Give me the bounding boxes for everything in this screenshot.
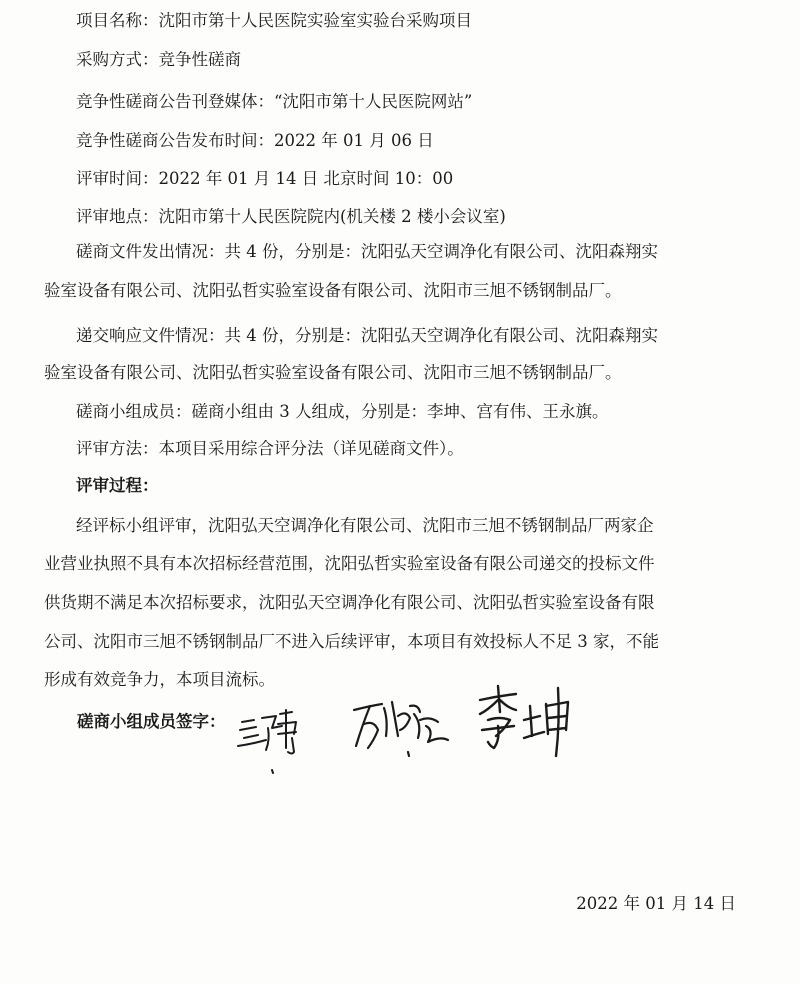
process-line-5: 形成有效竞争力，本项目流标。 [44, 670, 275, 689]
process-line-1: 经评标小组评审，沈阳弘天空调净化有限公司、沈阳市三旭不锈钢制品厂两家企 [76, 516, 654, 535]
process-line-4: 公司、沈阳市三旭不锈钢制品厂不进入后续评审，本项目有效投标人不足 3 家，不能 [44, 632, 659, 651]
project-name: 项目名称：沈阳市第十人民医院实验室实验台采购项目 [76, 11, 472, 30]
review-process-heading: 评审过程： [76, 476, 159, 495]
submitted-documents-line-2: 验室设备有限公司、沈阳弘哲实验室设备有限公司、沈阳市三旭不锈钢制品厂。 [44, 363, 622, 382]
review-method: 评审方法：本项目采用综合评分法（详见磋商文件）。 [76, 439, 464, 458]
issued-documents-line-1: 磋商文件发出情况：共 4 份，分别是：沈阳弘天空调净化有限公司、沈阳森翔实 [76, 242, 658, 261]
signature-gong-youwei [348, 690, 458, 760]
panel-members: 磋商小组成员：磋商小组由 3 人组成，分别是：李坤、宫有伟、王永旗。 [76, 402, 609, 421]
signature-wang-yongqi [232, 700, 312, 780]
signature-label: 磋商小组成员签字： [77, 712, 226, 731]
review-location: 评审地点：沈阳市第十人民医院院内(机关楼 2 楼小会议室) [76, 207, 506, 226]
document-date: 2022 年 01 月 14 日 [576, 894, 736, 913]
issued-documents-line-2: 验室设备有限公司、沈阳弘哲实验室设备有限公司、沈阳市三旭不锈钢制品厂。 [44, 281, 622, 300]
review-time: 评审时间：2022 年 01 月 14 日 北京时间 10：00 [76, 169, 454, 188]
procurement-method: 采购方式：竞争性磋商 [76, 50, 241, 69]
signature-li-kun [476, 682, 586, 762]
announcement-media: 竞争性磋商公告刊登媒体：“沈阳市第十人民医院网站” [76, 92, 473, 111]
announcement-date: 竞争性磋商公告发布时间：2022 年 01 月 06 日 [76, 131, 434, 150]
submitted-documents-line-1: 递交响应文件情况：共 4 份，分别是：沈阳弘天空调净化有限公司、沈阳森翔实 [76, 326, 658, 345]
process-line-2: 业营业执照不具有本次招标经营范围，沈阳弘哲实验室设备有限公司递交的投标文件 [44, 554, 655, 573]
process-line-3: 供货期不满足本次招标要求，沈阳弘天空调净化有限公司、沈阳弘哲实验室设备有限 [44, 593, 655, 612]
